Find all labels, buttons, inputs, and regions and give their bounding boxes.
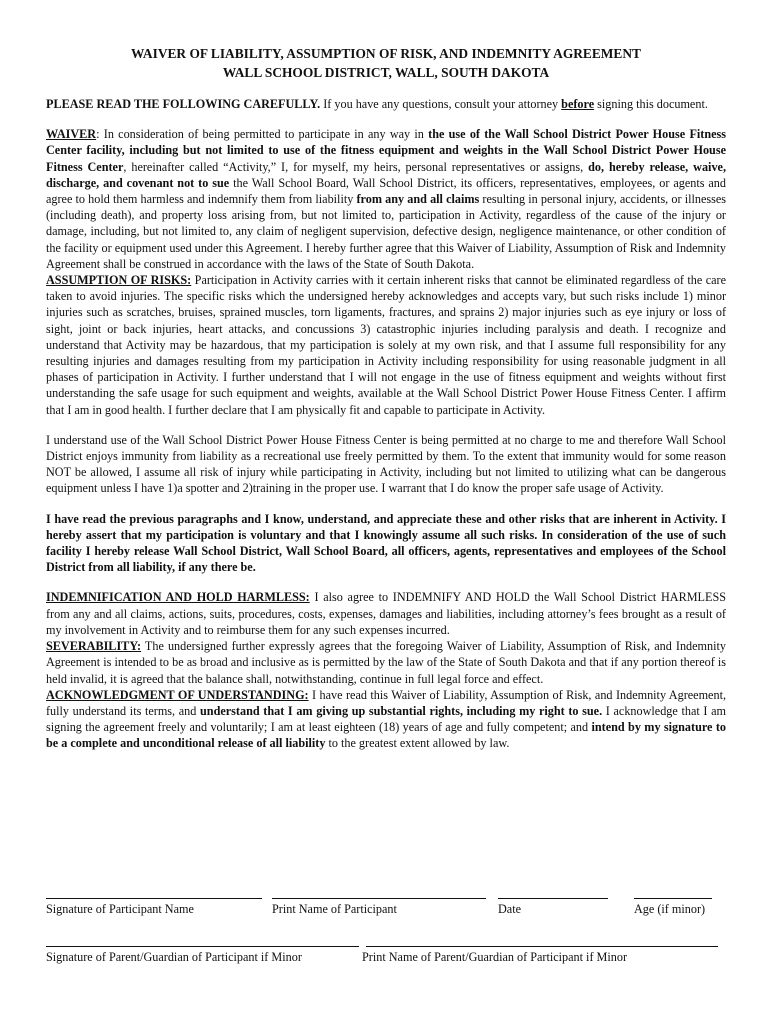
- severability-heading: SEVERABILITY:: [46, 639, 142, 654]
- waiver-text-3: the Wall School Board, Wall School District, its officers, representatives, employees, or agents and agree to hold them harmless and indemnify them from liability: [46, 175, 726, 207]
- understanding-text-2: I acknowledge that I am signing the agreement freely and voluntarily; I am at least eighteen (18) years of age and fully competent; and: [46, 703, 726, 735]
- assumption-heading: ASSUMPTION OF RISKS:: [46, 273, 192, 288]
- understanding-paragraph: [46, 687, 726, 752]
- guardian-signature-line[interactable]: [46, 946, 359, 947]
- age-line[interactable]: [634, 898, 712, 899]
- assumption-paragraph: [46, 272, 726, 418]
- waiver-heading: WAIVER: [46, 127, 97, 142]
- date-line[interactable]: [498, 898, 608, 899]
- understanding-text-1: I have read this Waiver of Liability, Assumption of Risk, and Indemnity Agreement, fully understand its terms, and: [46, 687, 726, 718]
- severability-paragraph: [46, 638, 726, 687]
- understanding-bold-1: understand that I am giving up substantial rights, including my right to sue.: [200, 703, 603, 718]
- waiver-bold-1: the use of the Wall School District Power House Fitness Center facility, including but not limited to use of the fitness equipment and weights in the Wall School District Power House Fitness Center: [46, 127, 727, 174]
- participant-print-line[interactable]: [272, 898, 486, 899]
- intro-before: before: [561, 97, 595, 111]
- understanding-text-3: to the greatest extent allowed by law.: [325, 736, 510, 751]
- guardian-print-label: Print Name of Parent/Guardian of Participant if Minor: [362, 950, 628, 964]
- date-label: Date: [498, 902, 522, 916]
- waiver-text-2: , hereinafter called “Activity,” I, for myself, my heirs, personal representatives or assigns,: [123, 159, 589, 174]
- bold-paragraph-text: I have read the previous paragraphs and I know, understand, and appreciate these and other risks that are inherent in Activity. I hereby assert that my participation is voluntary and that I knowingly assume all such risks. In consideration of the use of such facility I hereby release Wall School District, Wall School Board, all officers, agents, representatives and employees of the School District from all liability, if any there be.: [46, 511, 726, 575]
- assumption-text: Participation in Activity carries with it certain inherent risks that cannot be eliminated regardless of the care taken to avoid injuries. The specific risks which the undersigned hereby acknowledges and accepts vary, but such risks include 1) minor injuries such as scratches, bruises, sprained muscles, torn ligaments, fractures, and sprains 2) major injuries such as eye injury or loss of sight, joint or back injuries, heart attacks, and concussions 3) catastrophic injuries including paralysis and death. I recognize and understand that Activity may be hazardous, that my participation is solely at my own risk, and that I assume full responsibility for any resulting injuries and damages resulting from my participation in Activity including responsibility for using reasonable judgment in all phases of participation in Activity. I further understand that I will not engage in the use of fitness equipment and weights without first understanding the safe usage for such equipment and weights, available at the Wall School District Power House Fitness Center. I affirm that I am in good health. I further declare that I am physically fit and capable to participate in Activity.: [46, 273, 727, 417]
- waiver-document: [46, 44, 726, 752]
- understanding-heading: ACKNOWLEDGMENT OF UNDERSTANDING:: [46, 687, 309, 702]
- acknowledgment-bold-paragraph: [46, 511, 726, 576]
- indemnification-text: I also agree to INDEMNIFY AND HOLD the Wall School District HARMLESS from any and all claims, actions, suits, procedures, costs, expenses, damages and liabilities, including attorney’s fees brought as a result of my involvement in Activity and to reimburse them for any such expenses incurred.: [46, 590, 726, 637]
- intro-paragraph: [46, 96, 726, 112]
- document-subtitle: WALL SCHOOL DISTRICT, WALL, SOUTH DAKOTA: [222, 65, 550, 80]
- document-title: WAIVER OF LIABILITY, ASSUMPTION OF RISK, AND INDEMNITY AGREEMENT: [131, 46, 641, 61]
- intro-bold: PLEASE READ THE FOLLOWING CAREFULLY.: [46, 97, 321, 111]
- guardian-print-line[interactable]: [366, 946, 718, 947]
- age-label: Age (if minor): [634, 902, 706, 916]
- understanding-bold-2: intend by my signature to be a complete and unconditional release of all liability: [46, 720, 726, 751]
- indemnification-heading: INDEMNIFICATION AND HOLD HARMLESS:: [46, 590, 310, 605]
- participant-print-label: Print Name of Participant: [272, 902, 397, 916]
- waiver-text-1: : In consideration of being permitted to participate in any way in: [96, 127, 429, 142]
- waiver-bold-2: do, hereby release, waive, discharge, and covenant not to sue: [46, 159, 726, 190]
- severability-text: The undersigned further expressly agrees that the foregoing Waiver of Liability, Assumption of Risk, and Indemnity Agreement is intended to be as broad and inclusive as is permitted by the law of the State of South Dakota and that if any portion thereof is held invalid, it is agreed that the balance shall, notwithstanding, continue in full legal force and effect.: [46, 639, 726, 686]
- participant-signature-line[interactable]: [46, 898, 262, 899]
- waiver-text-4: resulting in personal injury, accidents, or illnesses (including death), and property loss arising from, but not limited to, participation in Activity, regardless of the cause of the injury or damage, including, but not limited to, any claim of negligent supervision, defective design, negligence maintenance, or other condition of the facility or equipment used under this Agreement. I hereby further agree that this Waiver of Liability, Assumption of Risk and Indemnity Agreement shall be construed in accordance with the laws of the State of South Dakota.: [46, 192, 726, 271]
- participant-signature-label: Signature of Participant Name: [46, 902, 194, 916]
- immunity-paragraph: I understand use of the Wall School District Power House Fitness Center is being permitted at no charge to me and therefore Wall School District enjoys immunity from liability as a recreational use freely permitted by them. To the extent that immunity would for some reason NOT be allowed, I assume all risk of injury while participating in Activity, including but not limited to utilizing what can be dangerous equipment unless I have 1)a spotter and 2)training in the proper use. I warrant that I do know the proper safe usage of Activity.: [46, 432, 726, 496]
- intro-text-end: signing this document.: [594, 97, 708, 111]
- guardian-signature-label: Signature of Parent/Guardian of Participant if Minor: [46, 950, 302, 964]
- waiver-bold-3: from any and all claims: [356, 192, 480, 207]
- waiver-paragraph: [46, 126, 726, 272]
- intro-text: If you have any questions, consult your attorney: [320, 97, 562, 111]
- indemnification-paragraph: [46, 589, 726, 638]
